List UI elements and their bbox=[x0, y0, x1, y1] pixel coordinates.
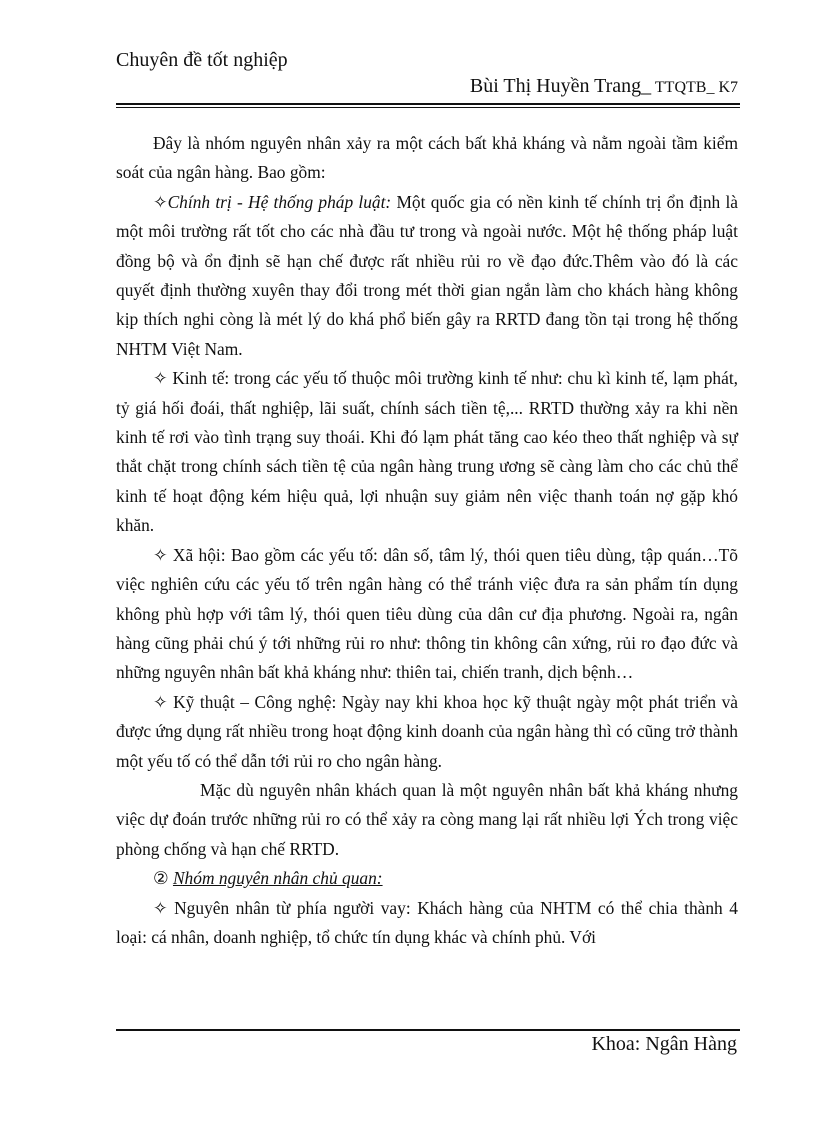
sparkle-bullet-icon: ✧ bbox=[153, 544, 168, 565]
header-title: Chuyên đề tốt nghiệp bbox=[116, 49, 288, 71]
paragraph-society bbox=[116, 541, 738, 688]
sparkle-bullet-icon: ✧ bbox=[153, 191, 168, 212]
header-author bbox=[470, 75, 738, 98]
sparkle-bullet-icon: ✧ bbox=[153, 897, 168, 918]
paragraph-intro: Đây là nhóm nguyên nhân xảy ra một cách bất khả kháng và nằm ngoài tầm kiểm soát của ngân hàng. Bao gồm: bbox=[116, 133, 738, 183]
footer-rule bbox=[116, 1029, 740, 1031]
paragraph-borrower bbox=[116, 894, 738, 953]
section-heading-subjective bbox=[116, 864, 738, 893]
technology-text: Kỹ thuật – Công nghệ: Ngày nay khi khoa học kỹ thuật ngày một phát triển và được ứng dụng rất nhiều trong hoạt động kinh doanh của ngân hàng thì có cũng trở thành một yếu tố có thể dẫn tới rủi ro cho ngân hàng. bbox=[116, 691, 738, 771]
paragraph-politics bbox=[116, 188, 738, 364]
document-body bbox=[116, 129, 738, 952]
paragraph-objective-summary: Mặc dù nguyên nhân khách quan là một nguyên nhân bất khả kháng nhưng việc dự đoán trước những rủi ro có thể xảy ra còng mang lại rất nhiều lợi Ých trong việc phòng chống và hạn chế RRTD. bbox=[116, 779, 738, 859]
paragraph-technology bbox=[116, 688, 738, 776]
header-rule-thin bbox=[116, 107, 740, 108]
sparkle-bullet-icon: ✧ bbox=[153, 368, 168, 389]
footer-department: Khoa: Ngân Hàng bbox=[591, 1033, 737, 1055]
paragraph-economy bbox=[116, 364, 738, 540]
header-rule-thick bbox=[116, 103, 740, 105]
author-name: Bùi Thị Huyền Trang_ bbox=[469, 75, 652, 97]
sparkle-bullet-icon: ✧ bbox=[153, 691, 168, 712]
borrower-text: Nguyên nhân từ phía người vay: Khách hàng của NHTM có thể chia thành 4 loại: cá nhân, doanh nghiệp, tổ chức tín dụng khác và chính phủ. Với bbox=[116, 897, 738, 947]
author-code: TTQTB_ K7 bbox=[651, 79, 738, 96]
politics-text: Một quốc gia có nền kinh tế chính trị ổn định là một môi trường rất tốt cho các nhà đầu tư trong và ngoài nước. Một hệ thống pháp luật đồng bộ và ổn định sẽ hạn chế được rất nhiều rủi ro về đạo đức.Thêm vào đó là các quyết định thường xuyên thay đổi trong mét thời gian ngắn làm cho khách hàng không kịp thích nghi còng là mét lý do khá phổ biến gây ra RRTD đang tồn tại trong hệ thống NHTM Việt Nam. bbox=[116, 191, 739, 359]
subjective-heading-text: Nhóm nguyên nhân chủ quan: bbox=[172, 868, 383, 889]
circled-number-icon: ② bbox=[153, 868, 169, 889]
politics-lead: Chính trị - Hệ thống pháp luật: bbox=[167, 191, 392, 212]
society-text: Xã hội: Bao gồm các yếu tố: dân số, tâm lý, thói quen tiêu dùng, tập quán…Tõ việc nghiên cứu các yếu tố trên ngân hàng có thể tránh việc đưa ra sản phẩm tín dụng không phù hợp với tâm lý, thói quen tiêu dùng của dân cư địa phương. Ngoài ra, ngân hàng cũng phải chú ý tới những rủi ro như: thông tin không cân xứng, rủi ro đạo đức và những nguyên nhân bất khả kháng như: thiên tai, chiến tranh, dịch bệnh… bbox=[116, 544, 738, 683]
economy-text: Kinh tế: trong các yếu tố thuộc môi trường kinh tế như: chu kì kinh tế, lạm phát, tỷ giá hối đoái, thất nghiệp, lãi suất, chính sách tiền tệ,... RRTD thường xảy ra khi nền kinh tế rơi vào tình trạng suy thoái. Khi đó lạm phát tăng cao kéo theo thất nghiệp và sự thắt chặt trong chính sách tiền tệ của ngân hàng trung ương sẽ càng làm cho các chủ thể kinh tế hoạt động kém hiệu quả, lợi nhuận suy giảm nên việc thanh toán nợ gặp khó khăn. bbox=[116, 368, 738, 536]
